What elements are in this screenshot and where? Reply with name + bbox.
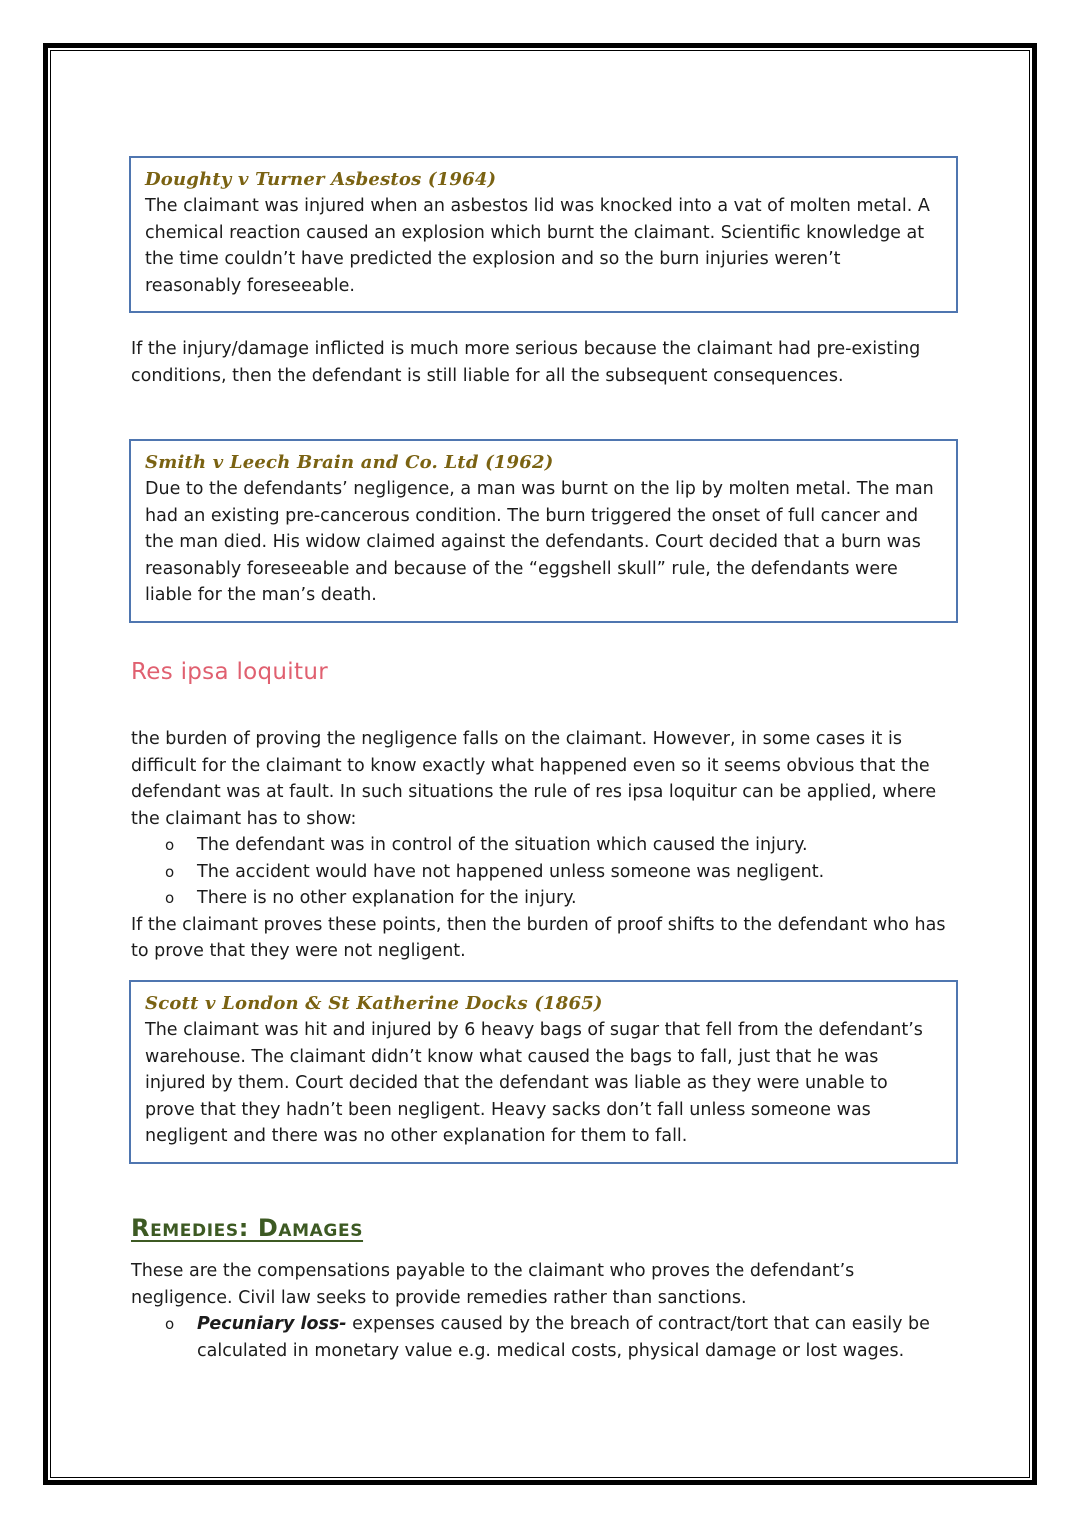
section-heading-res-ipsa: Res ipsa loquitur: [131, 659, 328, 685]
res-ipsa-section: [131, 726, 946, 965]
case-title: Scott v London & St Katherine Docks (1865): [145, 993, 603, 1014]
bullet-icon: o: [165, 1315, 175, 1333]
res-ipsa-points: [131, 832, 946, 912]
list-item: o The defendant was in control of the situation which caused the injury.: [131, 832, 946, 859]
term-label: Pecuniary loss-: [197, 1314, 347, 1334]
res-ipsa-conclusion: If the claimant proves these points, then the burden of proof shifts to the defendant who has to prove that they were not negligent.: [131, 914, 946, 961]
case-box-smith: [129, 439, 958, 623]
remedies-points: [131, 1311, 946, 1364]
case-box-doughty: [129, 156, 958, 313]
section-heading-remedies: Remedies: Damages: [131, 1214, 364, 1242]
case-title: Doughty v Turner Asbestos (1964): [145, 169, 497, 190]
case-description: Due to the defendants’ negligence, a man was burnt on the lip by molten metal. The man had an existing pre-cancerous condition. The burn triggered the onset of full cancer and the man died. His widow claimed against the defendants. Court decided that a burn was reasonably foreseeable and because of the “eggshell skull” rule, the defendants were liable for the man’s death.: [145, 479, 934, 605]
case-title: Smith v Leech Brain and Co. Ltd (1962): [145, 452, 554, 473]
list-item: o There is no other explanation for the injury.: [131, 885, 946, 912]
bullet-icon: o: [165, 862, 175, 881]
list-item: o The accident would have not happened unless someone was negligent.: [131, 859, 946, 886]
remedies-intro: These are the compensations payable to the claimant who proves the defendant’s negligence. Civil law seeks to provide remedies rather than sanctions.: [131, 1261, 855, 1308]
bullet-icon: o: [165, 889, 175, 907]
list-item: [131, 1311, 946, 1364]
bullet-icon: o: [165, 836, 175, 854]
paragraph-pre-existing-conditions: If the injury/damage inflicted is much more serious because the claimant had pre-existing conditions, then the defendant is still liable for all the subsequent consequences.: [131, 339, 921, 386]
case-description: The claimant was hit and injured by 6 heavy bags of sugar that fell from the defendant’s warehouse. The claimant didn’t know what caused the bags to fall, just that he was injured by them. Court decided that the defendant was liable as they were unable to prove that they hadn’t been negligent. Heavy sacks don’t fall unless someone was negligent and there was no other explanation for them to fall.: [145, 1020, 923, 1146]
case-box-scott: [129, 980, 958, 1164]
case-description: The claimant was injured when an asbestos lid was knocked into a vat of molten metal. A chemical reaction caused an explosion which burnt the claimant. Scientific knowledge at the time couldn’t have predicted the explosion and so the burn injuries weren’t reasonably foreseeable.: [145, 196, 930, 296]
res-ipsa-intro: the burden of proving the negligence falls on the claimant. However, in some cases it is difficult for the claimant to know exactly what happened even so it seems obvious that the defendant was at fault. In such situations the rule of res ipsa loquitur can be applied, where the claimant has to show:: [131, 729, 937, 829]
remedies-section: [131, 1258, 946, 1364]
term-description: expenses caused by the breach of contract/tort that can easily be calculated in monetary value e.g. medical costs, physical damage or lost wages.: [197, 1314, 930, 1361]
